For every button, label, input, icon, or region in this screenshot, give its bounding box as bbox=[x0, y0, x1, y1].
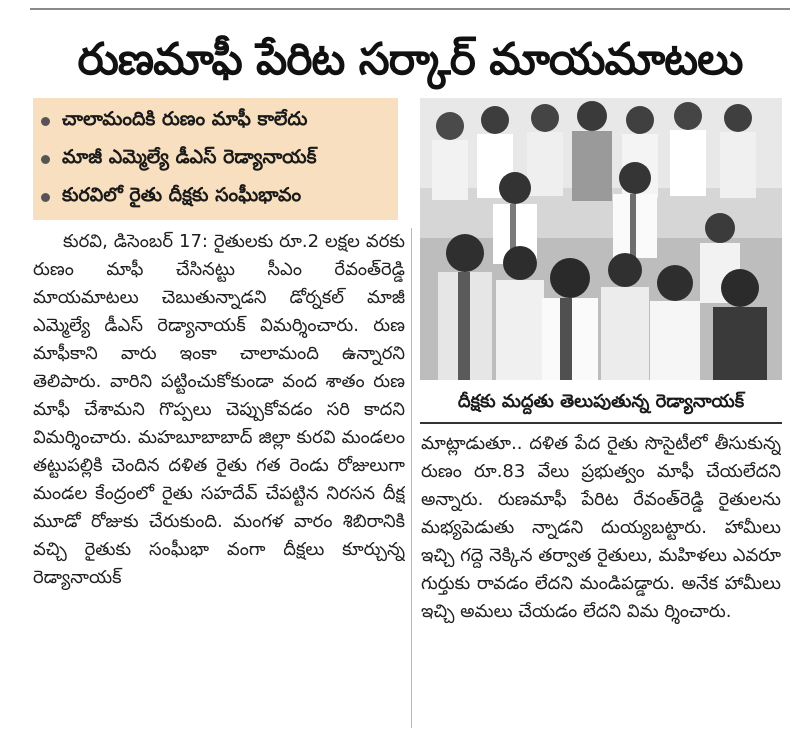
highlight-item bbox=[41, 102, 390, 140]
article-body-right bbox=[421, 430, 781, 730]
headline: రుణమాఫీ పేరిట సర్కార్ మాయమాటలు bbox=[77, 34, 743, 85]
top-rule bbox=[30, 8, 790, 10]
highlights-box bbox=[33, 98, 398, 220]
news-photo bbox=[420, 98, 782, 380]
bullet-dot-icon bbox=[41, 117, 50, 126]
highlight-text: కురవిలో రైతు దీక్షకు సంఘీభావం bbox=[62, 183, 302, 206]
highlight-text: మాజీ ఎమ్మెల్యే డీఎస్ రెడ్యానాయక్ bbox=[62, 145, 317, 168]
highlight-text: చాలామందికి రుణం మాఫీ కాలేదు bbox=[62, 107, 308, 130]
body-paragraph-left: కురవి, డిసెంబర్ 17: రైతులకు రూ.2 లక్షల వరకు రుణం మాఫీ చేసినట్టు సీఎం రేవంత్‌రెడ్డి మాయమాటలు చెబుతున్నాడని డోర్నకల్ మాజీ ఎమ్మెల్యే డీఎస్ రెడ్యానాయక్ విమర్శించారు. రుణ మాఫీకాని వారు ఇంకా చాలామంది ఉన్నారని తెలిపారు. వారిని పట్టించుకోకుండా వంద శాతం రుణ మాఫీ చేశామని గొప్పలు చెప్పుకోవడం సరి కాదని విమర్శించారు. మహబూబాబాద్ జిల్లా కురవి మండలం తట్టుపల్లికి చెందిన దళిత రైతు గత రెండు రోజులుగా మండల కేంద్రంలో రైతు సహదేవ్ చేపట్టిన నిరసన దీక్ష మూడో రోజుకు చేరుకుంది. మంగళ వారం శిబిరానికి వచ్చి రైతుకు సంఘీభా వంగా దీక్షలు కూర్చున్న రెడ్యానాయక్ bbox=[33, 231, 405, 588]
bullet-dot-icon bbox=[41, 155, 50, 164]
column-divider bbox=[411, 228, 412, 728]
photo-caption: దీక్షకు మద్దతు తెలుపుతున్న రెడ్యానాయక్ bbox=[420, 382, 782, 424]
article-body-left bbox=[33, 228, 405, 728]
highlight-item bbox=[41, 178, 390, 216]
body-paragraph-right: మాట్లాడుతూ.. దళిత పేద రైతు సొసైటీలో తీసుకున్న రుణం రూ.83 వేలు ప్రభుత్వం మాఫీ చేయలేదని అన్నారు. రుణమాఫీ పేరిట రేవంత్‌రెడ్డి రైతులను మభ్యపెడుతు న్నాడని దుయ్యబట్టారు. హామీలు ఇచ్చి గద్దె నెక్కిన తర్వాత రైతులు, మహిళలు ఎవరూ గుర్తుకు రావడం లేదని మండిపడ్డారు. అనేక హామీలు ఇచ్చి అమలు చేయడం లేదని విమ ర్శించారు. bbox=[421, 433, 781, 622]
photo-crowd-illustration bbox=[420, 98, 782, 380]
highlight-item bbox=[41, 140, 390, 178]
bullet-dot-icon bbox=[41, 193, 50, 202]
